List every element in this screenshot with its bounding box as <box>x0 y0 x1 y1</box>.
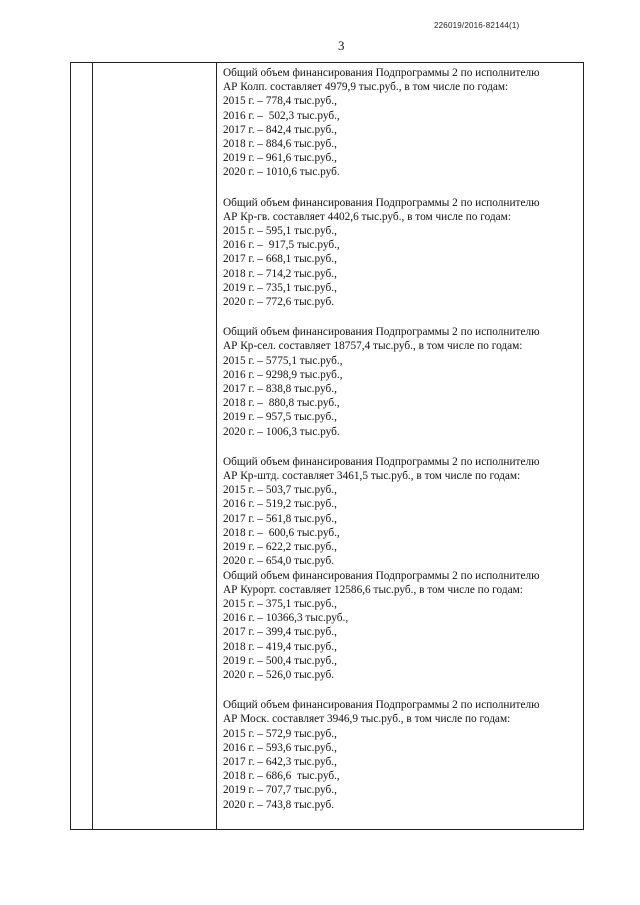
financing-block <box>223 455 579 569</box>
year-amount-line: 2020 г. – 743,8 тыс.руб. <box>223 798 335 811</box>
year-amount-line: 2019 г. – 500,4 тыс.руб., <box>223 654 337 667</box>
financing-text-cell <box>223 66 579 828</box>
year-amount-line: 2018 г. – 714,2 тыс.руб., <box>223 267 337 280</box>
financing-block <box>223 569 579 683</box>
year-amount-line: 2016 г. – 917,5 тыс.руб., <box>223 239 340 252</box>
column-divider-1 <box>92 63 93 829</box>
block-total-line: АР Моск. составляет 3946,9 тыс.руб., в том числе по годам: <box>223 713 511 726</box>
year-amount-line: 2019 г. – 957,5 тыс.руб., <box>223 411 337 424</box>
year-amount-line: 2015 г. – 375,1 тыс.руб., <box>223 597 337 610</box>
year-amount-line: 2017 г. – 668,1 тыс.руб., <box>223 253 337 266</box>
financing-block <box>223 66 579 180</box>
year-amount-line: 2017 г. – 642,3 тыс.руб., <box>223 755 337 768</box>
year-amount-line: 2015 г. – 572,9 тыс.руб., <box>223 727 337 740</box>
year-amount-line: 2016 г. – 9298,9 тыс.руб., <box>223 368 343 381</box>
year-amount-line: 2017 г. – 561,8 тыс.руб., <box>223 512 337 525</box>
year-amount-line: 2017 г. – 399,4 тыс.руб., <box>223 626 337 639</box>
year-amount-line: 2020 г. – 654,0 тыс.руб. <box>223 555 335 568</box>
year-amount-line: 2016 г. – 10366,3 тыс.руб., <box>223 612 349 625</box>
year-amount-line: 2016 г. – 519,2 тыс.руб., <box>223 498 337 511</box>
financing-block <box>223 196 579 310</box>
financing-block <box>223 325 579 439</box>
year-amount-line: 2019 г. – 622,2 тыс.руб., <box>223 541 337 554</box>
year-amount-line: 2020 г. – 1010,6 тыс.руб. <box>223 166 340 179</box>
block-total-line: АР Колп. составляет 4979,9 тыс.руб., в том числе по годам: <box>223 81 509 94</box>
year-amount-line: 2016 г. – 593,6 тыс.руб., <box>223 741 337 754</box>
year-amount-line: 2020 г. – 526,0 тыс.руб. <box>223 668 335 681</box>
year-amount-line: 2015 г. – 503,7 тыс.руб., <box>223 484 337 497</box>
block-total-line: АР Кр-сел. составляет 18757,4 тыс.руб., в том числе по годам: <box>223 340 523 353</box>
financing-table <box>70 62 584 830</box>
block-heading-line: Общий объем финансирования Подпрограммы 2 по исполнителю <box>223 196 540 209</box>
year-amount-line: 2019 г. – 961,6 тыс.руб., <box>223 152 337 165</box>
year-amount-line: 2015 г. – 595,1 тыс.руб., <box>223 225 337 238</box>
year-amount-line: 2018 г. – 686,6 тыс.руб., <box>223 770 340 783</box>
year-amount-line: 2018 г. – 419,4 тыс.руб., <box>223 640 337 653</box>
block-heading-line: Общий объем финансирования Подпрограммы 2 по исполнителю <box>223 67 540 79</box>
block-total-line: АР Курорт. составляет 12586,6 тыс.руб., в том числе по годам: <box>223 583 523 596</box>
column-divider-2 <box>216 63 217 829</box>
document-id: 226019/2016-82144(1) <box>434 21 520 30</box>
block-total-line: АР Кр-штд. составляет 3461,5 тыс.руб., в том числе по годам: <box>223 470 521 483</box>
year-amount-line: 2016 г. – 502,3 тыс.руб., <box>223 109 340 122</box>
block-heading-line: Общий объем финансирования Подпрограммы 2 по исполнителю <box>223 699 540 712</box>
page-number: 3 <box>338 38 345 53</box>
block-heading-line: Общий объем финансирования Подпрограммы 2 по исполнителю <box>223 326 540 339</box>
year-amount-line: 2019 г. – 735,1 тыс.руб., <box>223 281 337 294</box>
year-amount-line: 2015 г. – 5775,1 тыс.руб., <box>223 354 343 367</box>
year-amount-line: 2020 г. – 772,6 тыс.руб. <box>223 296 335 309</box>
year-amount-line: 2018 г. – 884,6 тыс.руб., <box>223 138 337 151</box>
year-amount-line: 2019 г. – 707,7 тыс.руб., <box>223 784 337 797</box>
year-amount-line: 2017 г. – 838,8 тыс.руб., <box>223 383 337 396</box>
year-amount-line: 2020 г. – 1006,3 тыс.руб. <box>223 425 340 438</box>
block-heading-line: Общий объем финансирования Подпрограммы 2 по исполнителю <box>223 569 540 582</box>
block-heading-line: Общий объем финансирования Подпрограммы 2 по исполнителю <box>223 455 540 468</box>
year-amount-line: 2018 г. – 880,8 тыс.руб., <box>223 397 340 410</box>
financing-block <box>223 698 579 812</box>
year-amount-line: 2018 г. – 600,6 тыс.руб., <box>223 526 340 539</box>
year-amount-line: 2015 г. – 778,4 тыс.руб., <box>223 95 337 108</box>
block-total-line: АР Кр-гв. составляет 4402,6 тыс.руб., в том числе по годам: <box>223 210 511 223</box>
year-amount-line: 2017 г. – 842,4 тыс.руб., <box>223 123 337 136</box>
